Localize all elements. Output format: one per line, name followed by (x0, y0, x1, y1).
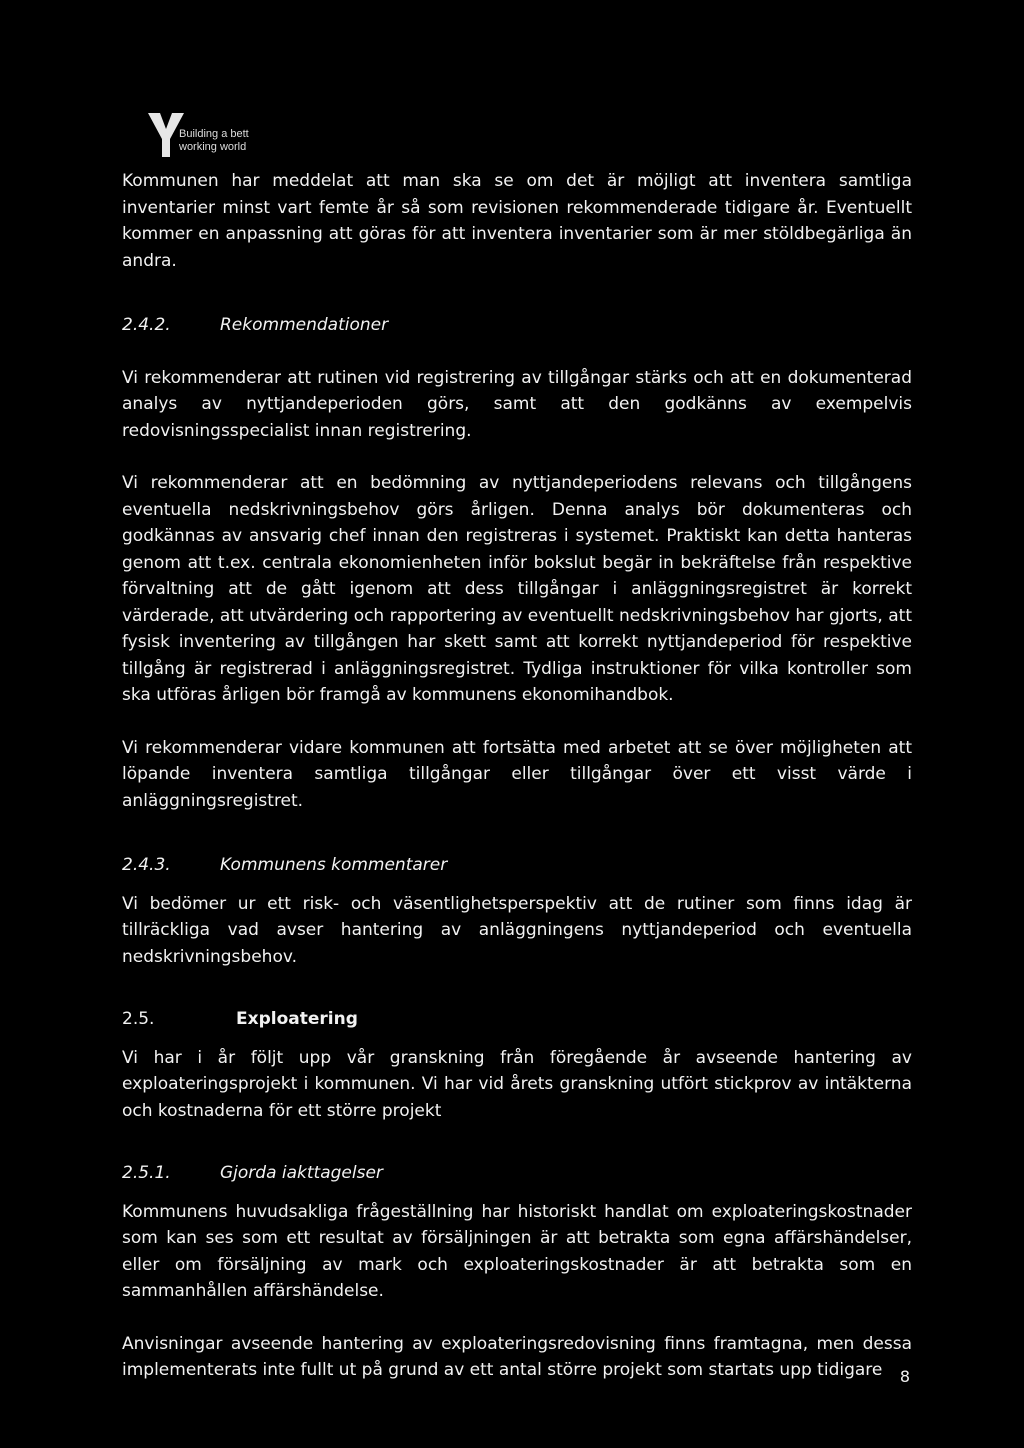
section-heading (122, 1006, 912, 1033)
section-number: 2.4.3. (122, 855, 171, 875)
paragraph: Vi rekommenderar att rutinen vid registrering av tillgångar stärks och att en dokumenterad analys av nyttjandeperioden görs, samt att den godkänns av exempelvis redovisningsspecialist innan registrering. (122, 367, 912, 441)
paragraph: Vi bedömer ur ett risk- och väsentlighetsperspektiv att de rutiner som finns idag är tillräckliga vad avser hantering av anläggningens nyttjandeperiod och eventuella nedskrivningsbehov. (122, 893, 912, 967)
document-body (122, 168, 912, 1384)
paragraph: Vi rekommenderar att en bedömning av nyttjandeperiodens relevans och tillgångens eventuella nedskrivningsbehov görs årligen. Denna analys bör dokumenteras och godkännas av ansvarig chef innan den registreras i systemet. Praktiskt kan detta hanteras genom att t.ex. centrala ekonomienheten inför bokslut begär in bekräftelse från respektive förvaltning att de gått igenom att dess tillgångar i anläggningsregistret är korrekt värderade, att utvärdering och rapportering av eventuellt nedskrivningsbehov har gjorts, att fysisk inventering av tillgången har skett samt att korrekt nyttjandeperiod för respektive tillgång är registrerad i anläggningsregistret. Tydliga instruktioner för vilka kontroller som ska utföras årligen bör framgå av kommunens ekonomihandbok. (122, 473, 912, 705)
section-number: 2.5. (122, 1009, 155, 1029)
section-title: Rekommendationer (220, 315, 389, 335)
section-number: 2.4.2. (122, 315, 171, 335)
section-number: 2.5.1. (122, 1163, 171, 1183)
paragraph: Anvisningar avseende hantering av exploateringsredovisning finns framtagna, men dessa implementerats inte fullt ut på grund av ett antal större projekt som startats upp tidigare (122, 1333, 912, 1380)
section-heading (122, 852, 912, 879)
section-title: Gjorda iakttagelser (220, 1163, 383, 1183)
paragraph: Vi har i år följt upp vår granskning från föregående år avseende hantering av exploateringsprojekt i kommunen. Vi har vid årets granskning utfört stickprov av intäkterna och kostnaderna för ett större projekt (122, 1047, 912, 1121)
logo-tagline: Building a bett working world (179, 128, 249, 153)
page-number: 8 (899, 1367, 910, 1386)
section-heading (122, 312, 912, 339)
paragraph: Kommunens huvudsakliga frågeställning har historiskt handlat om exploateringskostnader som kan ses som ett resultat av försäljningen är att betrakta som egna affärshändelser, eller om försäljning av mark och exploateringskostnader är att betrakta som en sammanhållen affärshändelse. (122, 1201, 912, 1301)
paragraph: Vi rekommenderar vidare kommunen att fortsätta med arbetet att se över möjligheten att löpande inventera samtliga tillgångar eller tillgångar över ett visst värde i anläggningsregistret. (122, 737, 912, 811)
paragraph: Kommunen har meddelat att man ska se om det är möjligt att inventera samtliga inventarier minst vart femte år så som revisionen rekommenderade tidigare år. Eventuellt kommer en anpassning att göras för att inventera inventarier som är mer stöldbegärliga än andra. (122, 171, 912, 271)
section-title: Exploatering (236, 1009, 358, 1029)
section-heading (122, 1160, 912, 1187)
section-title: Kommunens kommentarer (220, 855, 448, 875)
